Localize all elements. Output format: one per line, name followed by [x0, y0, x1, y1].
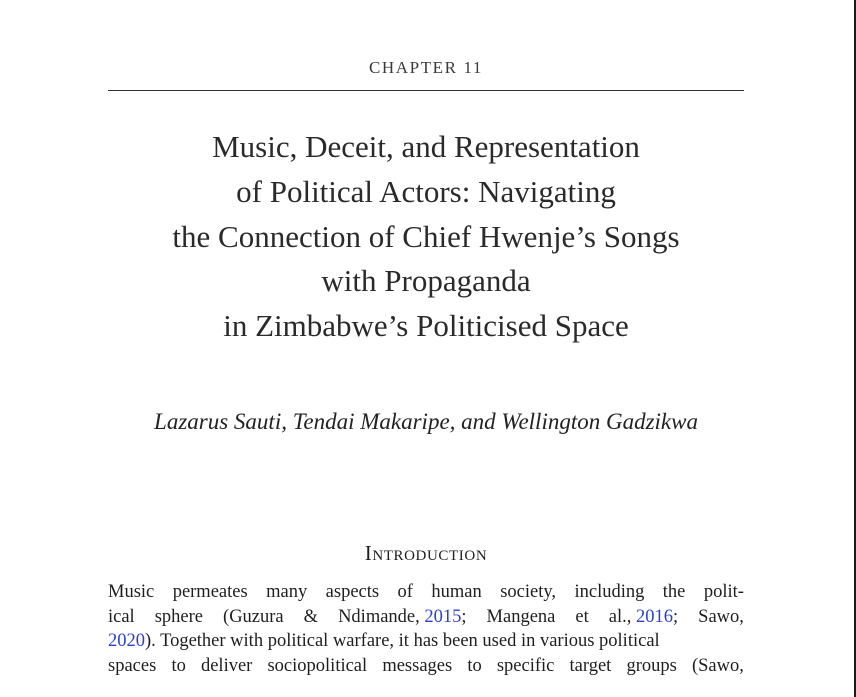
title-line: the Connection of Chief Hwenje’s Songs: [172, 218, 680, 254]
title-line: with Propaganda: [321, 263, 531, 299]
title-line: in Zimbabwe’s Politicised Space: [223, 308, 629, 344]
body-word: sociopolitical: [267, 655, 368, 676]
body-word: specific: [496, 655, 555, 676]
title-line: of Political Actors: Navigating: [236, 173, 616, 209]
title-line: Music, Deceit, and Representation: [212, 129, 640, 164]
citation-link[interactable]: 2016: [636, 606, 673, 627]
body-word: messages: [382, 655, 453, 676]
body-word: (Guzura: [223, 606, 284, 627]
body-word: &: [303, 606, 319, 627]
body-word: the: [662, 582, 686, 602]
body-word: permeates: [172, 582, 248, 602]
body-line: [108, 629, 744, 654]
body-word: including: [574, 582, 645, 602]
body-word: to: [171, 655, 186, 676]
body-word: Mangena: [486, 606, 556, 627]
body-paragraph: [108, 580, 744, 678]
body-word: of: [397, 582, 413, 602]
body-word: ;: [673, 606, 679, 627]
body-word: target: [569, 655, 612, 676]
chapter-label: CHAPTER 11: [368, 58, 484, 77]
body-word: to: [467, 655, 482, 676]
body-word: ;: [461, 606, 467, 627]
body-word: Music: [108, 582, 155, 602]
body-word: et: [575, 606, 589, 627]
citation-link[interactable]: 2020: [108, 631, 145, 651]
body-word: sphere: [154, 606, 204, 627]
body-text-run: ). Together with political warfare, it has been used in various political: [145, 631, 660, 651]
section-heading: Introduction: [364, 541, 488, 565]
citation-link[interactable]: 2015: [424, 606, 462, 627]
chapter-title: [108, 125, 744, 349]
body-word: Sawo,: [698, 606, 744, 627]
body-word: Ndimande,: [338, 606, 420, 627]
body-word: groups: [626, 655, 677, 676]
body-word: many: [266, 582, 308, 602]
body-word: ical: [108, 606, 135, 627]
body-line: [108, 580, 744, 605]
body-word: (Sawo,: [691, 655, 744, 676]
body-word: deliver: [200, 655, 253, 676]
body-word: society,: [500, 582, 557, 602]
body-word: spaces: [108, 655, 157, 676]
body-word: human: [431, 582, 482, 602]
body-word: polit-: [703, 582, 744, 602]
body-line-text: [108, 629, 660, 654]
citation-group: [338, 605, 466, 630]
author-list: Lazarus Sauti, Tendai Makaripe, and Wellington Gadzikwa: [154, 409, 698, 434]
body-line: [108, 654, 744, 679]
body-word: aspects: [325, 582, 380, 602]
body-word: al.,: [608, 606, 632, 627]
body-line: [108, 605, 744, 630]
chapter-divider: [108, 90, 744, 91]
citation-group: [609, 605, 678, 630]
